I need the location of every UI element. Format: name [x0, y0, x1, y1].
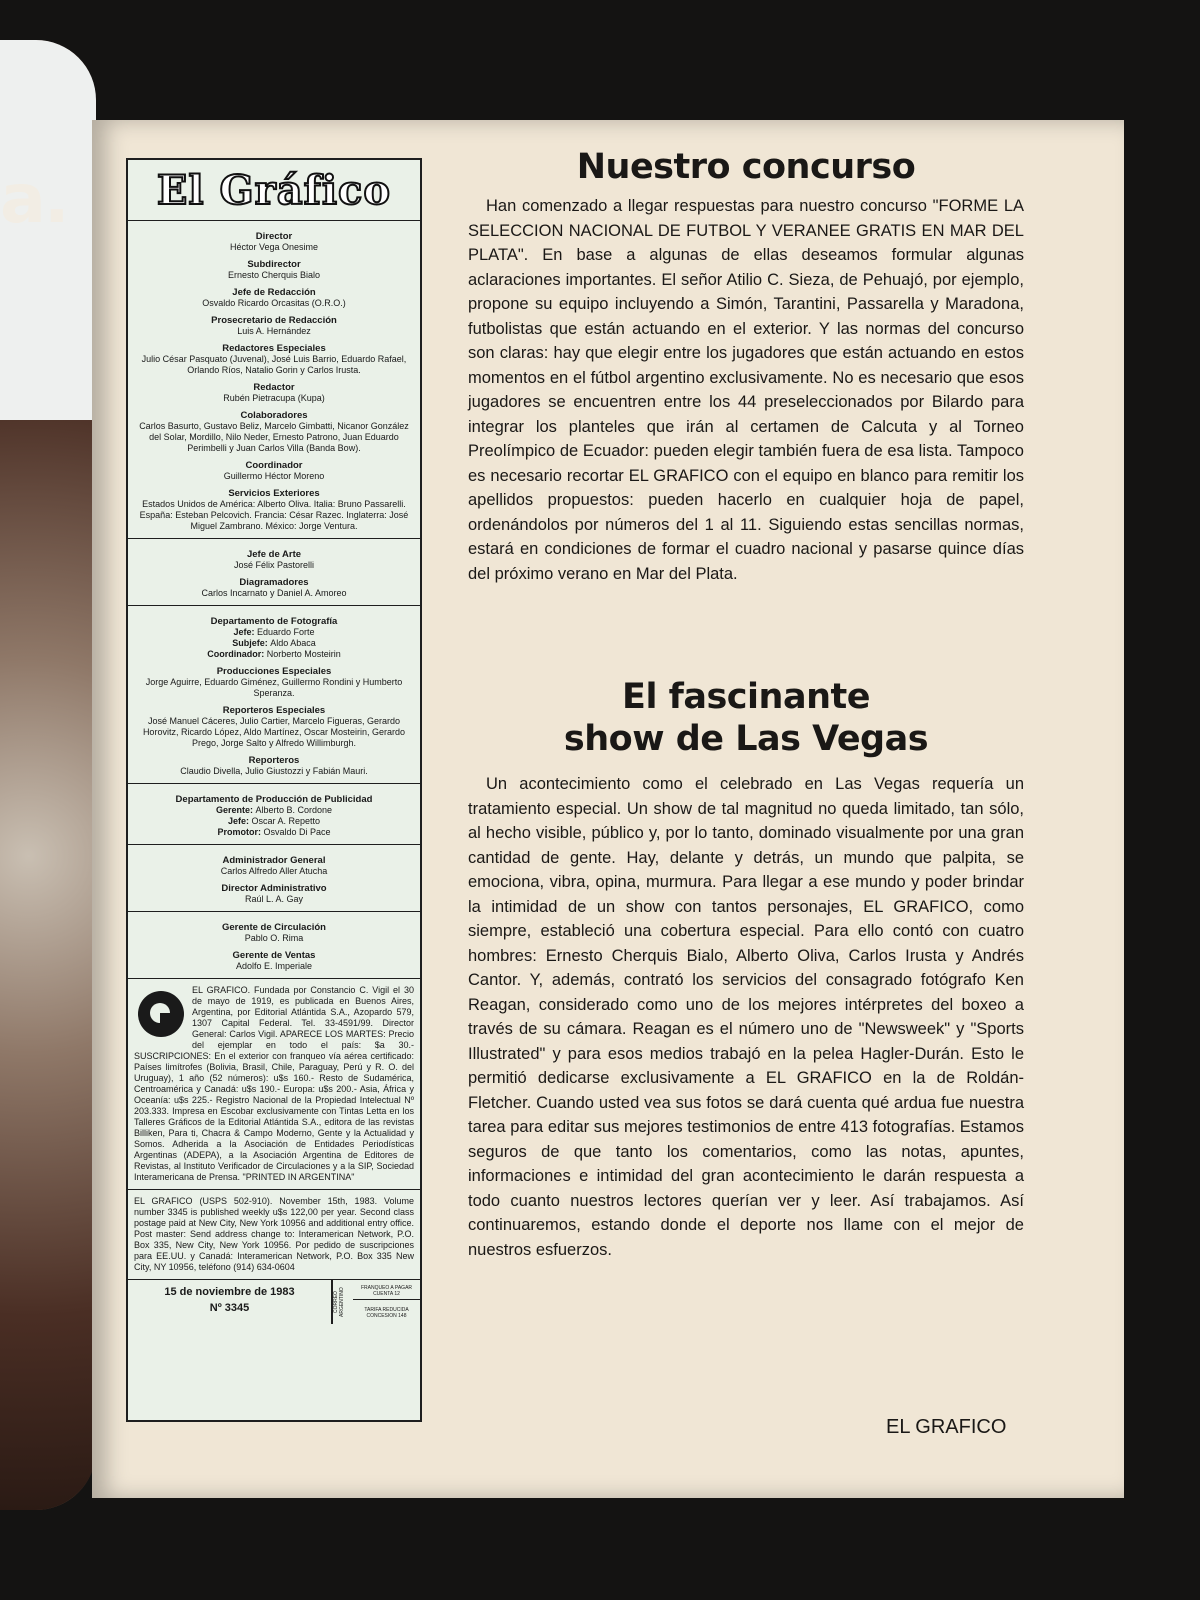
editorial-staff: [128, 221, 420, 539]
staff-names: Osvaldo Di Pace: [263, 827, 331, 837]
staff-names: Carlos Alfredo Aller Atucha: [220, 866, 328, 876]
staff-names: Alberto B. Cordone: [255, 805, 333, 815]
art-staff: [128, 539, 420, 606]
staff-role: Gerente de Circulación: [221, 922, 326, 933]
staff-names: José Manuel Cáceres, Julio Cartier, Marcelo Figueras, Gerardo Horovitz, Ricardo López, Aldo Martínez, Oscar Mosteirin, Gerardo Prego, Jorge Salto y Alfredo Willimburgh.: [142, 716, 406, 748]
photo-staff: [128, 606, 420, 784]
staff-entry: [134, 827, 414, 838]
circulation-staff: [128, 912, 420, 979]
publisher-info: [128, 979, 420, 1190]
staff-names: Luis A. Hernández: [237, 326, 311, 336]
staff-entry: [134, 816, 414, 827]
staff-names: Adolfo E. Imperiale: [235, 961, 313, 971]
article-title: Nuestro concurso: [576, 147, 916, 187]
staff-role: Colaboradores: [240, 410, 308, 421]
staff-role: Departamento de Fotografía: [210, 616, 338, 627]
staff-role: Jefe de Redacción: [232, 287, 316, 298]
staff-role: Redactor: [253, 382, 295, 393]
staff-role: Departamento de Producción de Publicidad: [175, 794, 373, 805]
staff-role: Reporteros: [248, 755, 300, 766]
administration-staff: [128, 845, 420, 912]
ad-headline-fragment: a.: [0, 160, 68, 239]
article-nuestro-concurso: [468, 146, 1024, 586]
article-body: Han comenzado a llegar respuestas para nuestro concurso "FORME LA SELECCION NACIONAL DE FUTBOL Y VERANEE GRATIS EN MAR DEL PLATA". En base a algunas de ellas deseamos formular algunas aclaraciones importantes. El señor Atilio C. Sieza, de Pehuajó, por ejemplo, propone su equipo incluyendo a Simón, Tarantini, Passarella y Maradona, futbolistas que están actuando en el exterior. Y las normas del concurso son claras: hay que elegir entre los jugadores que están actuando en estos momentos en el fútbol argentino exclusivamente. No es necesario que esos jugadores se encuentren entre los 44 preseleccionados por Bilardo para integrar los planteles que irán al certamen de Calcuta y al Torneo Preolímpico de Ecuador: pueden elegir también fuera de esa lista. Tampoco es necesario recortar EL GRAFICO con el equipo en blanco para remitir los apellidos propuestos: pueden hacerlo en cualquier hoja de papel, ordenándolos por números del 1 al 11. Siguiendo estas sencillas normas, estará en condiciones de formar el cuadro nacional y pasarse quince días del próximo verano en Mar del Plata.: [468, 197, 1024, 583]
staff-names: Rubén Pietracupa (Kupa): [223, 393, 325, 403]
staff-role: Jefe:: [233, 627, 257, 637]
publisher-text: EL GRAFICO. Fundada por Constancio C. Vigil el 30 de mayo de 1919, es publicada en Buenos Aires, Argentina, por Editorial Atlántida S.A., Azopardo 579, 1307 Capital Federal. Tel. 33-4591/99. Director General: Carlos Vigil. APARECE LOS MARTES: Precio del ejemplar en todo el país: $a 30.- SUSCRIPCIONES: En el exterior con franqueo vía aérea certificado: Países limítrofes (Bolivia, Brasil, Chile, Paraguay, Perú y R. O. del Uruguay), 1 año (52 números): u$s 160.- Resto de Sudamérica, Centroamérica y Canadá: u$s 190.- Europa: u$s 200.- Asia, África y Oceanía: u$s 225.- Registro Nacional de la Propiedad Intelectual Nº 203.333. Impresa en Escobar exclusivamente con Tintas Letta en los Talleres Gráficos de la Editorial Atlántida S.A., editora de las revistas Billiken, Para ti, Chacra & Campo Moderno, Gente y la Actualidad y Somos. Adherida a la Asociación de Entidades Periodísticas Argentinas (ADEPA), a la Asociación Argentina de Editores de Revistas, al Instituto Verificador de Circulaciones y a la SIP, Sociedad Interamericana de Prensa. "PRINTED IN ARGENTINA": [134, 985, 414, 1182]
stamp-bottom-text: TARIFA REDUCIDA CONCESION 148: [364, 1307, 409, 1320]
staff-role: Reporteros Especiales: [222, 705, 326, 716]
staff-names: Aldo Abaca: [270, 638, 316, 648]
issue-date: 15 de noviembre de 1983: [164, 1286, 295, 1298]
staff-entry: [134, 805, 414, 816]
footer-brand: EL GRAFICO: [886, 1416, 1007, 1438]
staff-role: Producciones Especiales: [216, 666, 332, 677]
staff-role: Jefe de Arte: [246, 549, 302, 560]
article-title-line-1: El fascinante: [622, 677, 870, 717]
staff-role: Administrador General: [222, 855, 326, 866]
staff-role: Subjefe:: [232, 638, 271, 648]
staff-names: Jorge Aguirre, Eduardo Giménez, Guillermo Rondini y Humberto Speranza.: [145, 677, 403, 698]
staff-names: Oscar A. Repetto: [251, 816, 321, 826]
stamp-vertical-text: CORREO ARGENTINO: [332, 1280, 353, 1324]
postage-stamp: [331, 1280, 420, 1324]
staff-role: Coordinador: [245, 460, 303, 471]
staff-names: Guillermo Héctor Moreno: [223, 471, 325, 481]
staff-role: Diagramadores: [239, 577, 309, 588]
issue-footer: [128, 1280, 420, 1324]
staff-role: Prosecretario de Redacción: [211, 315, 337, 326]
staff-names: Estados Unidos de América: Alberto Oliva. Italia: Bruno Passarelli. España: Esteban Pelcovich. Francia: César Razec. Inglaterra: José Miguel Zambrano. México: Jorge Ventura.: [139, 499, 409, 531]
staff-names: Osvaldo Ricardo Orcasitas (O.R.O.): [202, 298, 346, 308]
usps-info: EL GRAFICO (USPS 502-910). November 15th, 1983. Volume number 3345 is published weekly u$s 122,00 per year. Second class postage paid at New City, New York 10956 and additional entry office. Post master: Send address change to: Interamerican Network, P.O. Box 335, New City, New York 10956. Por pedido de suscripciones para EE.UU. y Canadá: Interamerican Network, P.O. Box 335 New City, NY 10956, teléfono (914) 634-0604: [128, 1190, 420, 1280]
staff-role: Redactores Especiales: [222, 343, 326, 354]
article-las-vegas: [468, 676, 1024, 1262]
staff-role: Director Administrativo: [221, 883, 327, 894]
staff-names: Ernesto Cherquis Bialo: [227, 270, 321, 280]
staff-role: Jefe:: [227, 816, 252, 826]
staff-entry: [134, 627, 414, 638]
staff-names: José Félix Pastorelli: [233, 560, 315, 570]
staff-names: Raúl L. A. Gay: [244, 894, 304, 904]
staff-role: Coordinador:: [207, 649, 267, 659]
article-title-line-2: show de Las Vegas: [563, 719, 929, 759]
advertising-staff: [128, 784, 420, 845]
staff-role: Servicios Exteriores: [228, 488, 320, 499]
issue-number: Nº 3345: [209, 1302, 250, 1314]
staff-names: Norberto Mosteirin: [266, 649, 341, 659]
staff-role: Promotor:: [217, 827, 264, 837]
magazine-page: [92, 120, 1124, 1498]
staff-names: Pablo O. Rima: [244, 933, 304, 943]
staff-names: Héctor Vega Onesime: [229, 242, 319, 252]
ad-photo: [0, 420, 96, 1510]
staff-role: Gerente:: [215, 805, 256, 815]
staff-names: Carlos Basurto, Gustavo Beliz, Marcelo Gimbatti, Nicanor González del Solar, Mordillo, Nilo Neder, Ernesto Patrono, Juan Eduardo Perimbelli y Juan Carlos Villa (Banda Bow).: [139, 421, 409, 453]
masthead-box: [126, 158, 422, 1422]
el-grafico-logo: El Gráfico: [128, 160, 420, 221]
staff-role: Director: [255, 231, 293, 242]
staff-role: Subdirector: [247, 259, 301, 270]
publisher-logo-icon: [138, 991, 184, 1037]
staff-names: Claudio Divella, Julio Giustozzi y Fabián Mauri.: [180, 766, 368, 776]
staff-role: Gerente de Ventas: [232, 950, 316, 961]
facing-page-ad: [0, 40, 96, 1510]
stamp-top-text: FRANQUEO A PAGAR CUENTA 12: [353, 1283, 420, 1300]
staff-entry: [134, 638, 414, 649]
staff-names: Eduardo Forte: [256, 627, 315, 637]
staff-entry: [134, 649, 414, 660]
staff-names: Carlos Incarnato y Daniel A. Amoreo: [201, 588, 347, 598]
article-body: Un acontecimiento como el celebrado en Las Vegas requería un tratamiento especial. Un show de tal magnitud no queda limitado, tan sólo, al hecho visible, público y, por lo tanto, dominado visualmente por una gran cantidad de gente. Hay, delante y detrás, un mundo que palpita, se emociona, vibra, opina, murmura. Para llegar a ese mundo y poder brindar la intimidad de un show con tantos personajes, EL GRAFICO, como siempre, estableció una cobertura especial. Para ello contó con cuatro hombres: Ernesto Cherquis Bialo, Alberto Oliva, Carlos Irusta y Andrés Cantor. Y, además, contrató los servicios del consagrado fotógrafo Ken Reagan, considerado como uno de los mejores intérpretes del boxeo a través de su cámara. Reagan es el número uno de "Newsweek" y "Sports Illustrated" y para esos medios trabajó en la pelea Hagler-Durán. Esto le permitió dedicarse exclusivamente a EL GRAFICO en la de Roldán-Fletcher. Cuando usted vea sus fotos se dará cuenta qué ardua fue nuestra tarea para editar sus mejores testimonios de entre 413 fotografías. Estamos seguros de que tanto los comentarios, como las notas, apuntes, informaciones e intimidad del gran acontecimiento le darán respuesta a todo cuanto nuestros lectores querían ver y leer. Así trabajamos. Así continuaremos, estando donde el deporte nos llame con el mejor de nuestros esfuerzos.: [468, 775, 1024, 1259]
staff-names: Julio César Pasquato (Juvenal), José Luis Barrio, Eduardo Rafael, Orlando Ríos, Natalio Gorin y Carlos Irusta.: [141, 354, 407, 375]
